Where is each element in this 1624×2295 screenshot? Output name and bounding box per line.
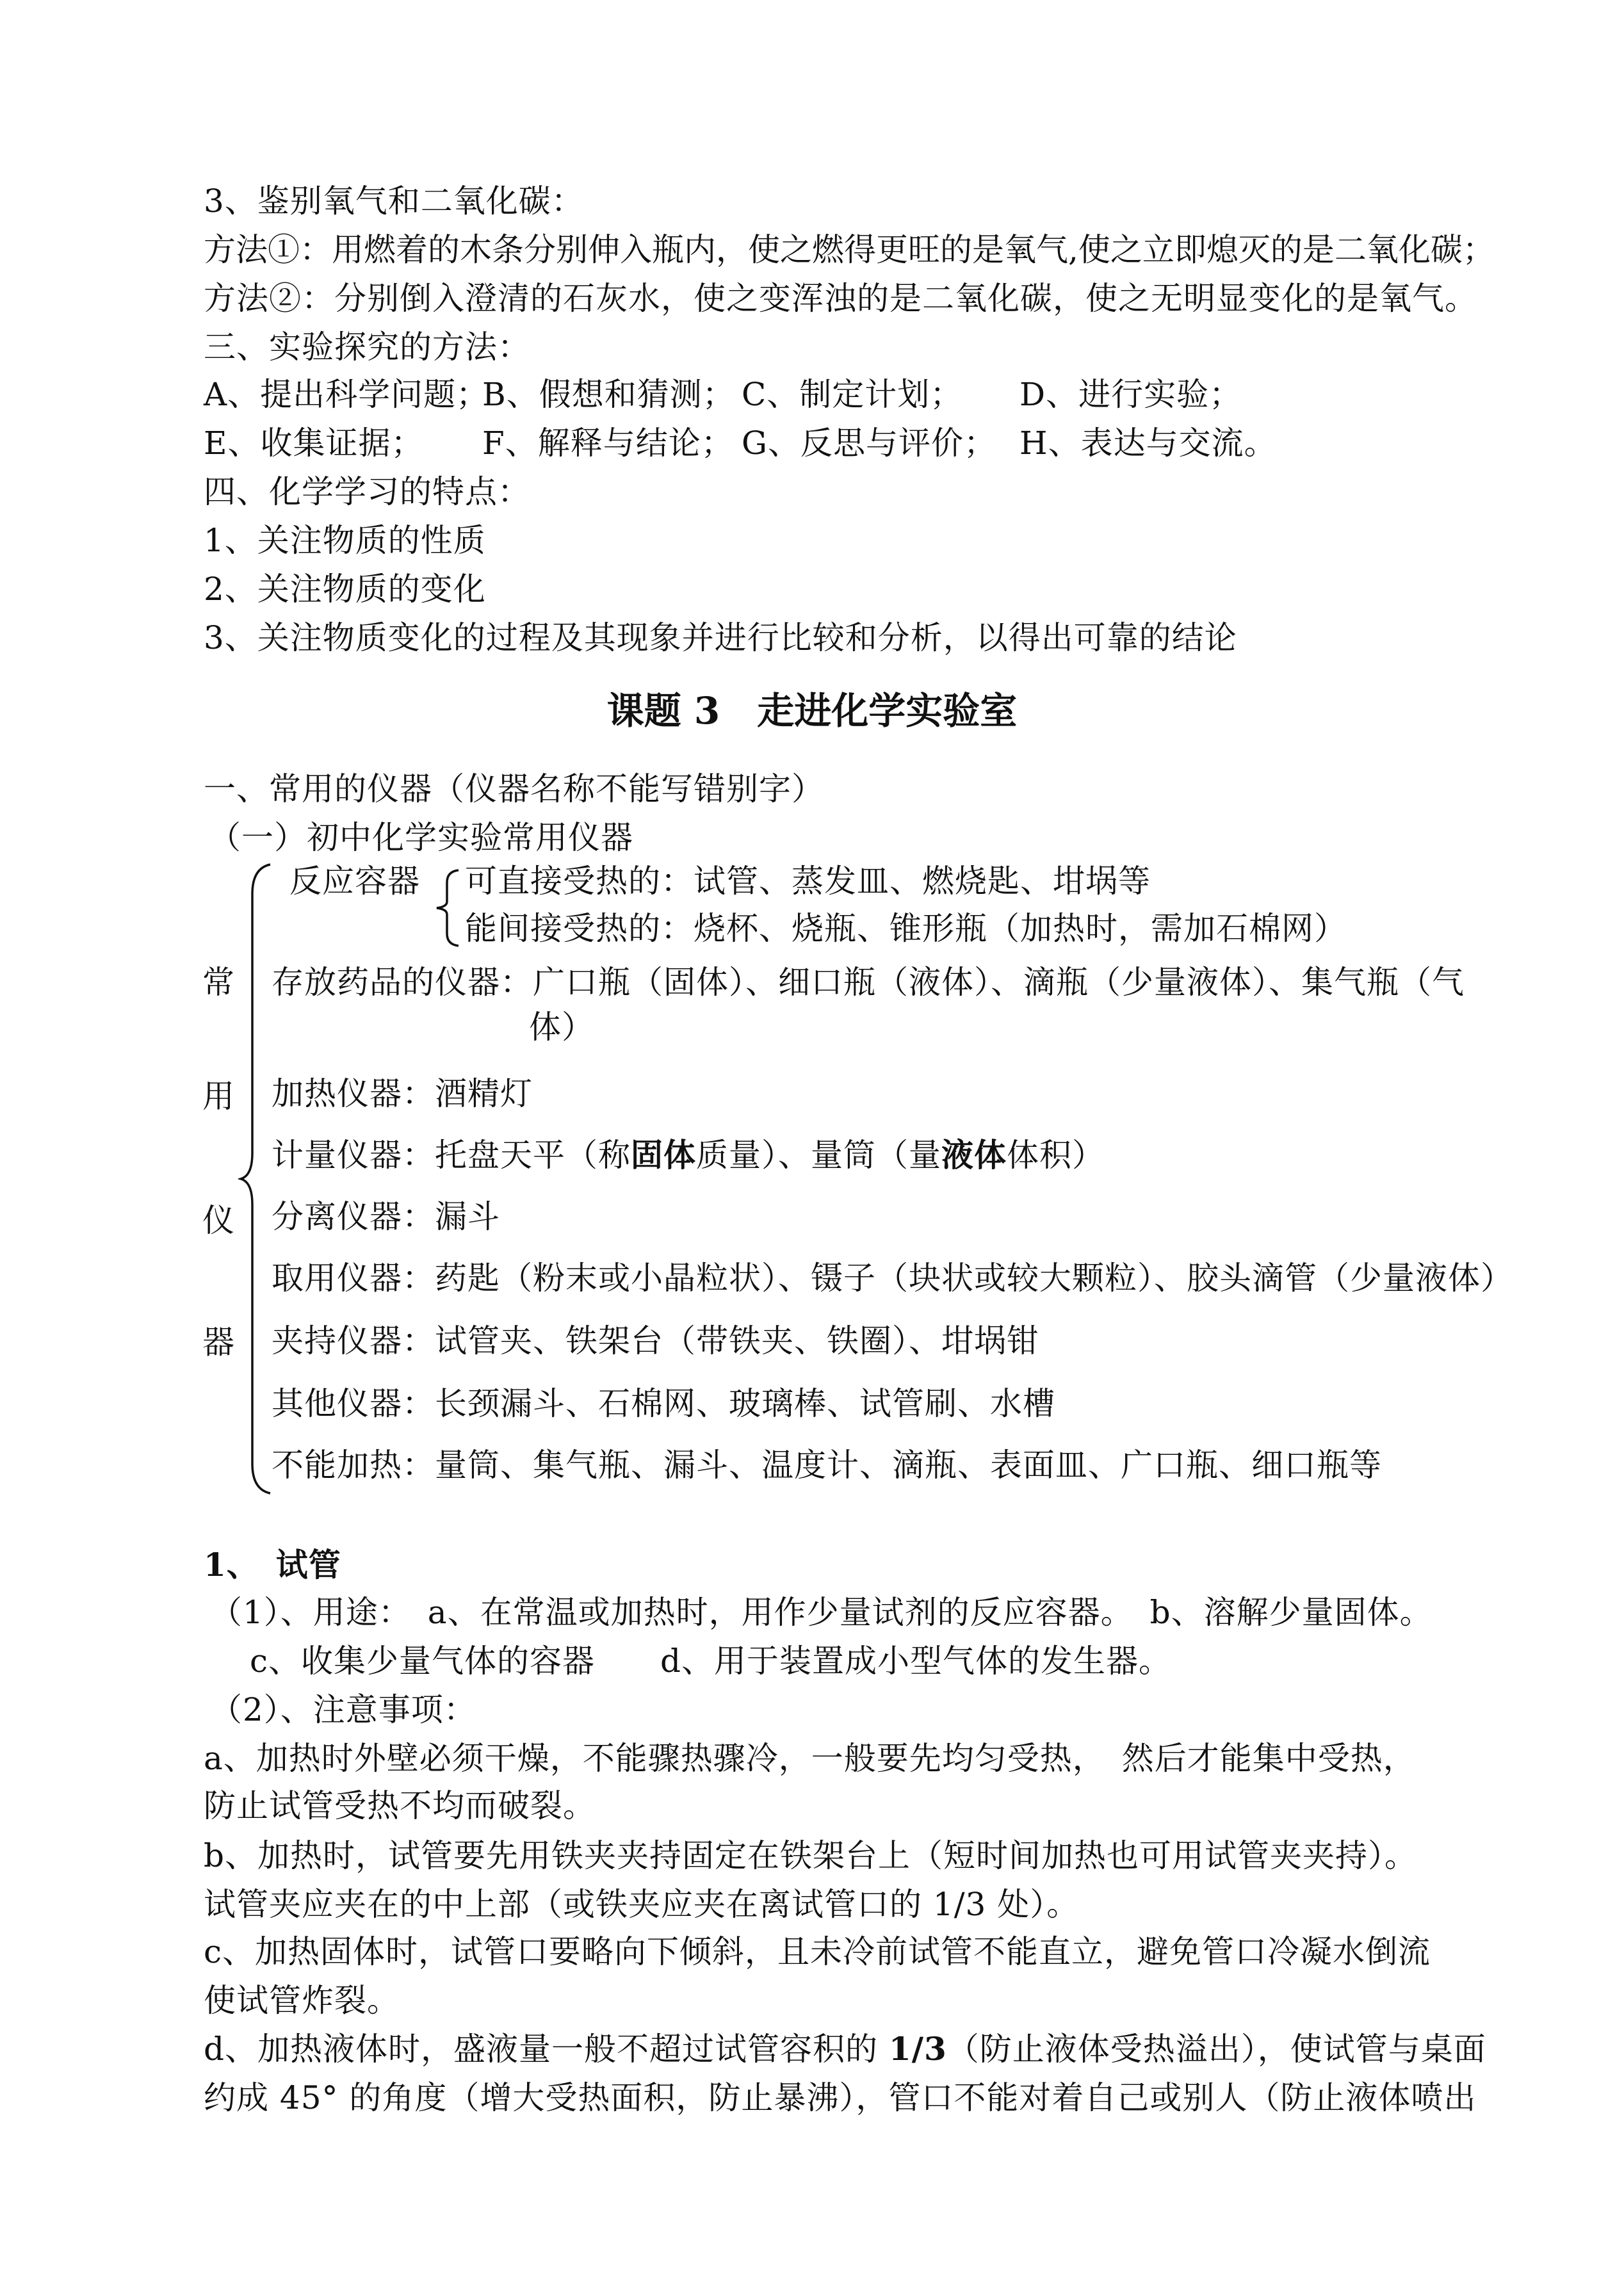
storage-instruments: 存放药品的仪器：广口瓶（固体）、细口瓶（液体）、滴瓶（少量液体）、集气瓶（气 — [272, 964, 1465, 1001]
text-line: 试管夹应夹在的中上部（或铁夹应夹在离试管口的 1/3 处）。 — [204, 1886, 1080, 1923]
text-line: 防止试管受热不均而破裂。 — [204, 1787, 596, 1824]
subheading: （一）初中化学实验常用仪器 — [209, 819, 633, 856]
lesson-title: 课题 3 走进化学实验室 — [606, 689, 1018, 733]
text-line: （2）、注意事项： — [210, 1691, 476, 1728]
text-line: b、加热时，试管要先用铁夹夹持固定在铁架台上（短时间加热也可用试管夹夹持）。 — [204, 1837, 1418, 1874]
list-item: 3、关注物质变化的过程及其现象并进行比较和分析，以得出可靠的结论 — [204, 619, 1237, 656]
method-d: D、进行实验； — [1019, 376, 1242, 413]
text-run: 体积） — [1007, 1137, 1105, 1174]
text-line: c、加热固体时，试管口要略向下倾斜，且未冷前试管不能直立，避免管口冷凝水倒流 — [204, 1933, 1431, 1970]
text-line: a、加热时外壁必须干燥，不能骤热骤冷，一般要先均匀受热， 然后才能集中受热， — [204, 1740, 1416, 1777]
side-label-char: 器 — [202, 1324, 234, 1361]
text-run-bold: 1/3 — [888, 2030, 947, 2068]
item-heading: 1、 试管 — [204, 1546, 341, 1584]
storage-instruments-cont: 体） — [529, 1009, 594, 1046]
measuring-instruments — [272, 1135, 1105, 1176]
text-line: 约成 45° 的角度（增大受热面积，防止暴沸），管口不能对着自己或别人（防止液体喷出 — [204, 2079, 1477, 2116]
method-e: E、收集证据； — [204, 425, 424, 462]
no-heat-instruments: 不能加热：量筒、集气瓶、漏斗、温度计、滴瓶、表面皿、广口瓶、细口瓶等 — [272, 1447, 1382, 1484]
reaction-indirect: 能间接受热的：烧杯、烧瓶、锥形瓶（加热时，需加石棉网） — [465, 910, 1347, 947]
method-h: H、表达与交流。 — [1019, 425, 1277, 462]
text-run: （防止液体受热溢出），使试管与桌面 — [946, 2031, 1486, 2068]
heating-instruments: 加热仪器：酒精灯 — [272, 1075, 533, 1112]
left-brace — [238, 862, 277, 1496]
holding-instruments: 夹持仪器：试管夹、铁架台（带铁夹、铁圈）、坩埚钳 — [272, 1322, 1039, 1359]
text-line: 使试管炸裂。 — [204, 1982, 400, 2019]
text-line: c、收集少量气体的容器 d、用于装置成小型气体的发生器。 — [250, 1642, 1172, 1680]
side-label-char: 用 — [202, 1078, 234, 1115]
other-instruments: 其他仪器：长颈漏斗、石棉网、玻璃棒、试管刷、水槽 — [272, 1385, 1055, 1422]
method-a: A、提出科学问题； — [204, 376, 489, 413]
section-heading: 一、常用的仪器（仪器名称不能写错别字） — [204, 770, 824, 807]
text-run-bold: 固体 — [631, 1136, 696, 1174]
method-f: F、解释与结论； — [482, 425, 734, 462]
reaction-container-label: 反应容器 — [289, 863, 420, 900]
section-heading: 四、化学学习的特点： — [204, 473, 530, 510]
section-heading: 三、实验探究的方法： — [204, 328, 530, 366]
reaction-direct: 可直接受热的：试管、蒸发皿、燃烧匙、坩埚等 — [465, 863, 1151, 900]
method-c: C、制定计划； — [742, 376, 963, 413]
side-label-char: 常 — [202, 964, 234, 1001]
text-line: （1）、用途： a、在常温或加热时，用作少量试剂的反应容器。 b、溶解少量固体。 — [210, 1594, 1433, 1631]
reaction-brace — [433, 868, 461, 948]
text-run: 计量仪器：托盘天平（称 — [272, 1137, 631, 1174]
text-run: d、加热液体时，盛液量一般不超过试管容积的 — [204, 2031, 889, 2068]
text-run: 质量）、量筒（量 — [696, 1137, 941, 1174]
separation-instruments: 分离仪器：漏斗 — [272, 1198, 500, 1235]
text-line: 方法①：用燃着的木条分别伸入瓶内，使之燃得更旺的是氧气,使之立即熄灭的是二氧化碳； — [204, 231, 1495, 268]
text-line — [204, 2029, 1486, 2070]
list-item: 1、关注物质的性质 — [204, 522, 486, 559]
taking-instruments: 取用仪器：药匙（粉末或小晶粒状）、镊子（块状或较大颗粒）、胶头滴管（少量液体） — [272, 1260, 1513, 1297]
text-line: 3、鉴别氧气和二氧化碳： — [204, 182, 584, 220]
method-b: B、假想和猜测； — [482, 376, 735, 413]
method-g: G、反思与评价； — [742, 425, 996, 462]
list-item: 2、关注物质的变化 — [204, 571, 486, 608]
text-line: 方法②：分别倒入澄清的石灰水，使之变浑浊的是二氧化碳，使之无明显变化的是氧气。 — [204, 280, 1477, 317]
side-label-char: 仪 — [202, 1202, 234, 1239]
text-run-bold: 液体 — [941, 1136, 1007, 1174]
